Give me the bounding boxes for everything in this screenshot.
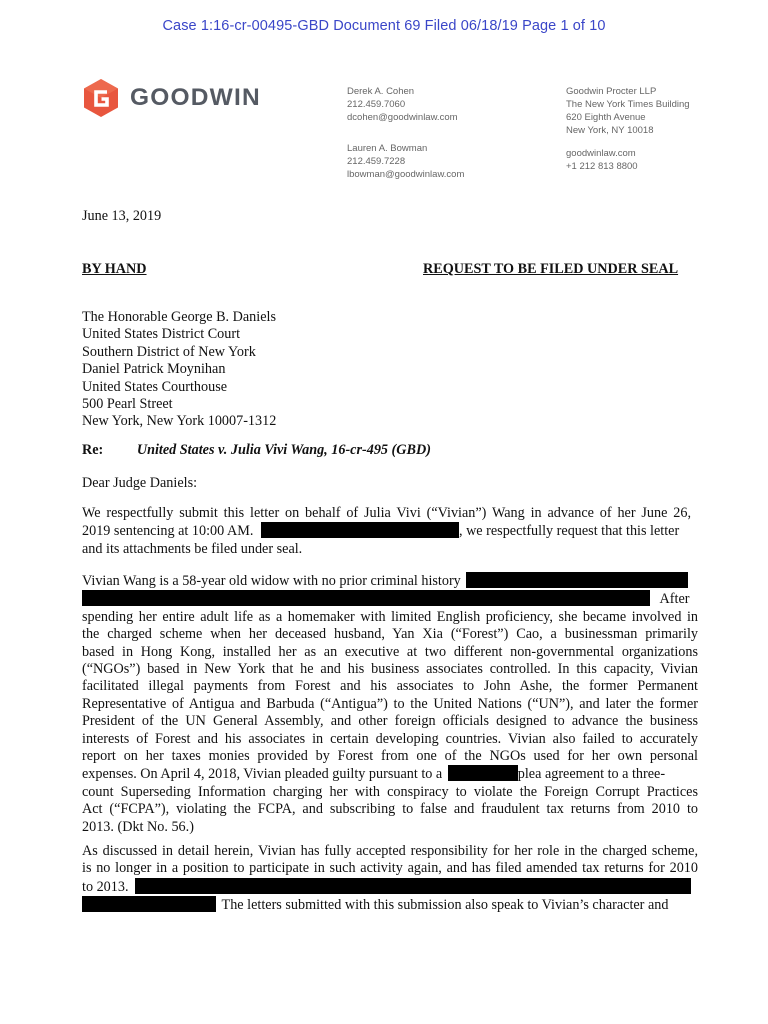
addressee-line: United States District Court [82, 326, 241, 343]
letter-date: June 13, 2019 [82, 208, 162, 224]
case-caption: United States v. Julia Vivi Wang, 16-cr-495 (GBD) [136, 442, 431, 458]
paragraph-line: facilitated illegal payments from Forest and his associates to John Ashe, the former Permanent [82, 678, 698, 695]
text-span: expenses. On April 4, 2018, Vivian pleaded guilty pursuant to a [82, 766, 443, 783]
redaction-bar [261, 522, 459, 538]
paragraph-1 [82, 505, 691, 558]
paragraph-line [82, 572, 698, 590]
firm-building: The New York Times Building [566, 99, 690, 110]
addressee-line: 500 Pearl Street [82, 396, 173, 413]
paragraph-line: (“NGOs”) based in New York that he and his business associates controlled. In this capacity, Vivian [82, 661, 698, 678]
paragraph-line: and its attachments be filed under seal. [82, 540, 303, 557]
seal-request-heading: REQUEST TO BE FILED UNDER SEAL [423, 261, 679, 277]
firm-street: 620 Eighth Avenue [566, 112, 646, 123]
firm-logo [82, 78, 261, 118]
goodwin-logo-icon [82, 78, 120, 118]
redaction-bar [466, 572, 688, 588]
paragraph-line: the charged scheme when her deceased husband, Yan Xia (“Forest”) Cao, a businessman primarily [82, 626, 698, 643]
paragraph-line: President of the UN General Assembly, and other foreign officials designed to advance the business [82, 713, 698, 730]
paragraph-line: As discussed in detail herein, Vivian has fully accepted responsibility for her role in the charged scheme, [82, 843, 698, 859]
paragraph-line [82, 878, 698, 896]
firm-phone: +1 212 813 8800 [566, 161, 638, 172]
text-span: After [659, 591, 690, 608]
text-span: The letters submitted with this submission also speak to Vivian’s character and [221, 897, 669, 914]
addressee-line: United States Courthouse [82, 378, 228, 395]
attorney-phone: 212.459.7228 [347, 156, 406, 167]
redaction-bar [448, 765, 518, 781]
delivery-method: BY HAND [82, 261, 147, 277]
paragraph-line: report on her taxes monies provided by Forest from one of the NGOs used for her own personal [82, 748, 698, 765]
addressee-line: New York, New York 10007-1312 [82, 413, 277, 430]
text-span: 2019 sentencing at 10:00 AM. [82, 523, 254, 540]
paragraph-line: count Superseding Information charging her with conspiracy to violate the Foreign Corrupt Practices [82, 783, 698, 800]
addressee-block [82, 309, 276, 431]
salutation: Dear Judge Daniels: [82, 475, 198, 491]
text-span: to 2013. [82, 878, 129, 895]
attorney-email: lbowman@goodwinlaw.com [347, 169, 465, 180]
text-span: Vivian Wang is a 58-year old widow with no prior criminal history [82, 573, 461, 589]
paragraph-line: is no longer in a position to participate in such activity again, and has filed amended tax returns for 2010 [82, 860, 698, 877]
paragraph-line [82, 590, 698, 608]
paragraph-line: Act (“FCPA”), violating the FCPA, and subscribing to false and fraudulent tax returns from 2010 to [82, 801, 698, 818]
attorney-email: dcohen@goodwinlaw.com [347, 112, 458, 123]
paragraph-line: 2013. (Dkt No. 56.) [82, 818, 194, 835]
firm-website: goodwinlaw.com [566, 148, 636, 159]
re-line [82, 442, 431, 459]
paragraph-line [82, 522, 691, 540]
paragraph-2 [82, 572, 698, 836]
addressee-line: The Honorable George B. Daniels [82, 309, 276, 325]
attorney-name: Derek A. Cohen [347, 86, 415, 97]
case-header-stamp: Case 1:16-cr-00495-GBD Document 69 Filed 06/18/19 Page 1 of 10 [162, 18, 606, 34]
redaction-bar [82, 590, 650, 606]
attorney-name: Lauren A. Bowman [347, 143, 428, 154]
paragraph-line: based in Hong Kong, installed her as an executive at two different non-governmental organizations [82, 643, 698, 660]
re-label: Re: [82, 442, 104, 458]
firm-web-block [566, 147, 638, 173]
attorney-phone: 212.459.7060 [347, 99, 406, 110]
firm-legal-name: Goodwin Procter LLP [566, 86, 657, 97]
addressee-line: Daniel Patrick Moynihan [82, 361, 226, 378]
addressee-line: Southern District of New York [82, 343, 256, 360]
paragraph-line: spending her entire adult life as a homemaker with limited English proficiency, she became involved in [82, 608, 698, 625]
attorney-contact-cohen [347, 85, 458, 124]
redaction-bar [135, 878, 691, 894]
paragraph-line: We respectfully submit this letter on behalf of Julia Vivi (“Vivian”) Wang in advance of her June 26, [82, 505, 691, 521]
paragraph-3 [82, 843, 698, 915]
firm-name-logo-text: GOODWIN [130, 84, 261, 111]
paragraph-line: interests of Forest and his associates in certain developing countries. Vivian also failed to accurately [82, 730, 698, 747]
attorney-contact-bowman [347, 142, 464, 181]
paragraph-line [82, 896, 698, 914]
text-span: , we respectfully request that this letter [458, 523, 680, 540]
paragraph-line: Representative of Antigua and Barbuda (“Antigua”) to the United Nations (“UN”), and later the former [82, 695, 698, 712]
firm-city: New York, NY 10018 [566, 125, 654, 136]
paragraph-line [82, 765, 698, 783]
text-span: plea agreement to a three- [517, 766, 666, 783]
redaction-bar [82, 896, 216, 912]
firm-address-block [566, 85, 690, 137]
